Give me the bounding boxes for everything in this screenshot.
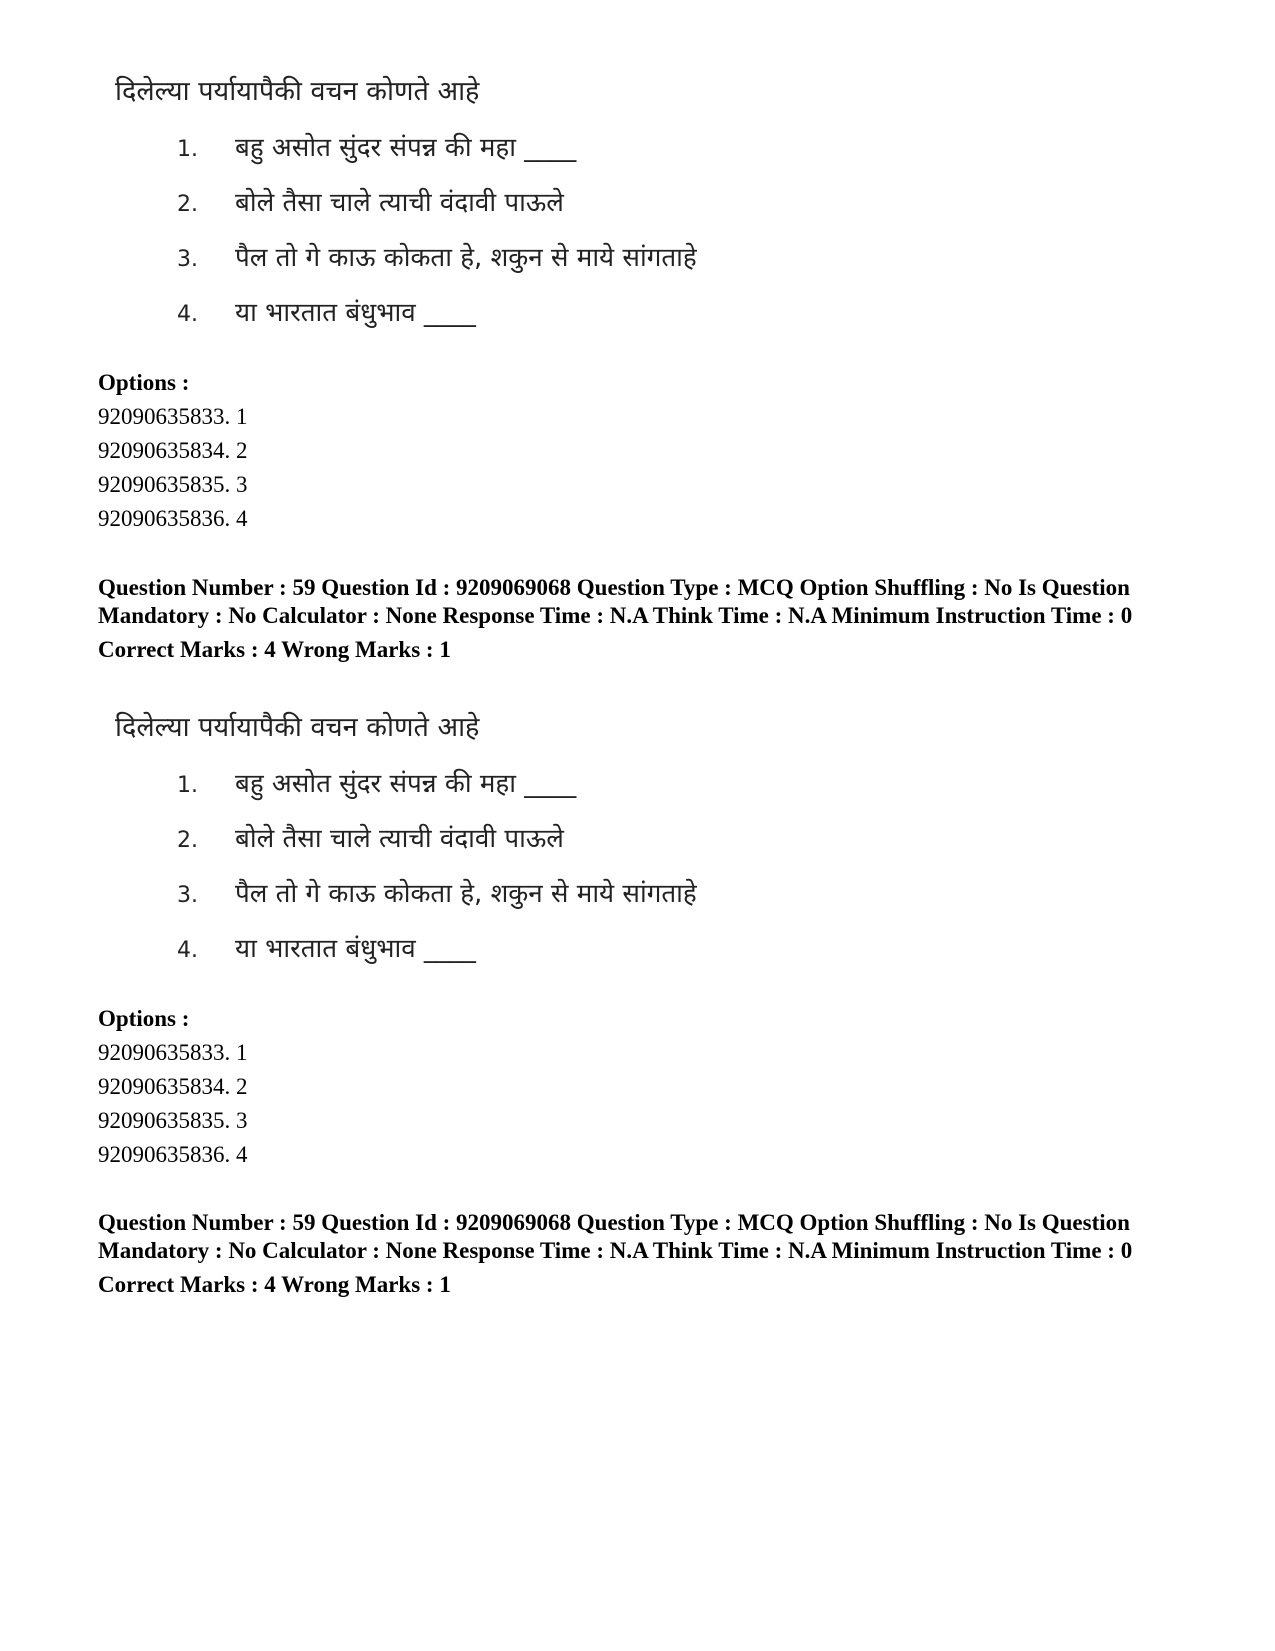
question-metadata-2 [98, 1209, 1178, 1300]
question-item-number: 1. [177, 137, 198, 162]
question-item-text: बहु असोत सुंदर संपन्न की महा ____ [235, 769, 577, 799]
question-item-number: 3. [177, 883, 198, 908]
question-image-1 [115, 72, 815, 348]
question-item-number: 4. [177, 302, 198, 327]
question-stem: दिलेल्या पर्यायापैकी वचन कोणते आहे [115, 712, 480, 743]
question-stem: दिलेल्या पर्यायापैकी वचन कोणते आहे [115, 76, 480, 107]
marks-info: Correct Marks : 4 Wrong Marks : 1 [98, 1272, 451, 1297]
question-item-number: 2. [177, 828, 198, 853]
question-image-2 [115, 708, 815, 984]
question-item-text: बोले तैसा चाले त्याची वंदावी पाऊले [235, 188, 564, 218]
option-item: 92090635835. 3 [98, 472, 248, 497]
question-item [115, 764, 815, 819]
options-title: Options : [98, 1006, 190, 1031]
question-item-list [115, 764, 815, 984]
question-item-text: बहु असोत सुंदर संपन्न की महा ____ [235, 133, 577, 163]
question-item-list [115, 128, 815, 348]
option-item: 92090635833. 1 [98, 1040, 248, 1065]
question-item-text: पैल तो गे काऊ कोकता हे, शकुन से माये सांगताहे [235, 879, 697, 909]
option-item: 92090635835. 3 [98, 1108, 248, 1133]
question-item-text: बोले तैसा चाले त्याची वंदावी पाऊले [235, 824, 564, 854]
options-list-2 [98, 1002, 698, 1172]
option-item: 92090635834. 2 [98, 1074, 248, 1099]
marks-info: Correct Marks : 4 Wrong Marks : 1 [98, 637, 451, 662]
question-item-number: 4. [177, 938, 198, 963]
question-item-number: 2. [177, 192, 198, 217]
question-item [115, 238, 815, 293]
option-item: 92090635833. 1 [98, 404, 248, 429]
option-item: 92090635836. 4 [98, 506, 248, 531]
question-item [115, 293, 815, 348]
question-metadata-1 [98, 574, 1178, 665]
options-title: Options : [98, 370, 190, 395]
question-info: Question Number : 59 Question Id : 9209069068 Question Type : MCQ Option Shuffling : No Is Question Mandatory : No Calculator : None Response Time : N.A Think Time : N.A Minimum Instruction Time : 0 [98, 575, 1133, 628]
question-item-text: पैल तो गे काऊ कोकता हे, शकुन से माये सांगताहे [235, 243, 697, 273]
question-item [115, 128, 815, 183]
question-item-text: या भारतात बंधुभाव ____ [235, 934, 476, 964]
question-item-number: 3. [177, 247, 198, 272]
question-item [115, 183, 815, 238]
question-item [115, 819, 815, 874]
question-item [115, 874, 815, 929]
question-item [115, 929, 815, 984]
option-item: 92090635834. 2 [98, 438, 248, 463]
question-item-text: या भारतात बंधुभाव ____ [235, 298, 476, 328]
option-item: 92090635836. 4 [98, 1142, 248, 1167]
question-item-number: 1. [177, 773, 198, 798]
question-info: Question Number : 59 Question Id : 9209069068 Question Type : MCQ Option Shuffling : No Is Question Mandatory : No Calculator : None Response Time : N.A Think Time : N.A Minimum Instruction Time : 0 [98, 1210, 1133, 1263]
options-list-1 [98, 366, 698, 536]
